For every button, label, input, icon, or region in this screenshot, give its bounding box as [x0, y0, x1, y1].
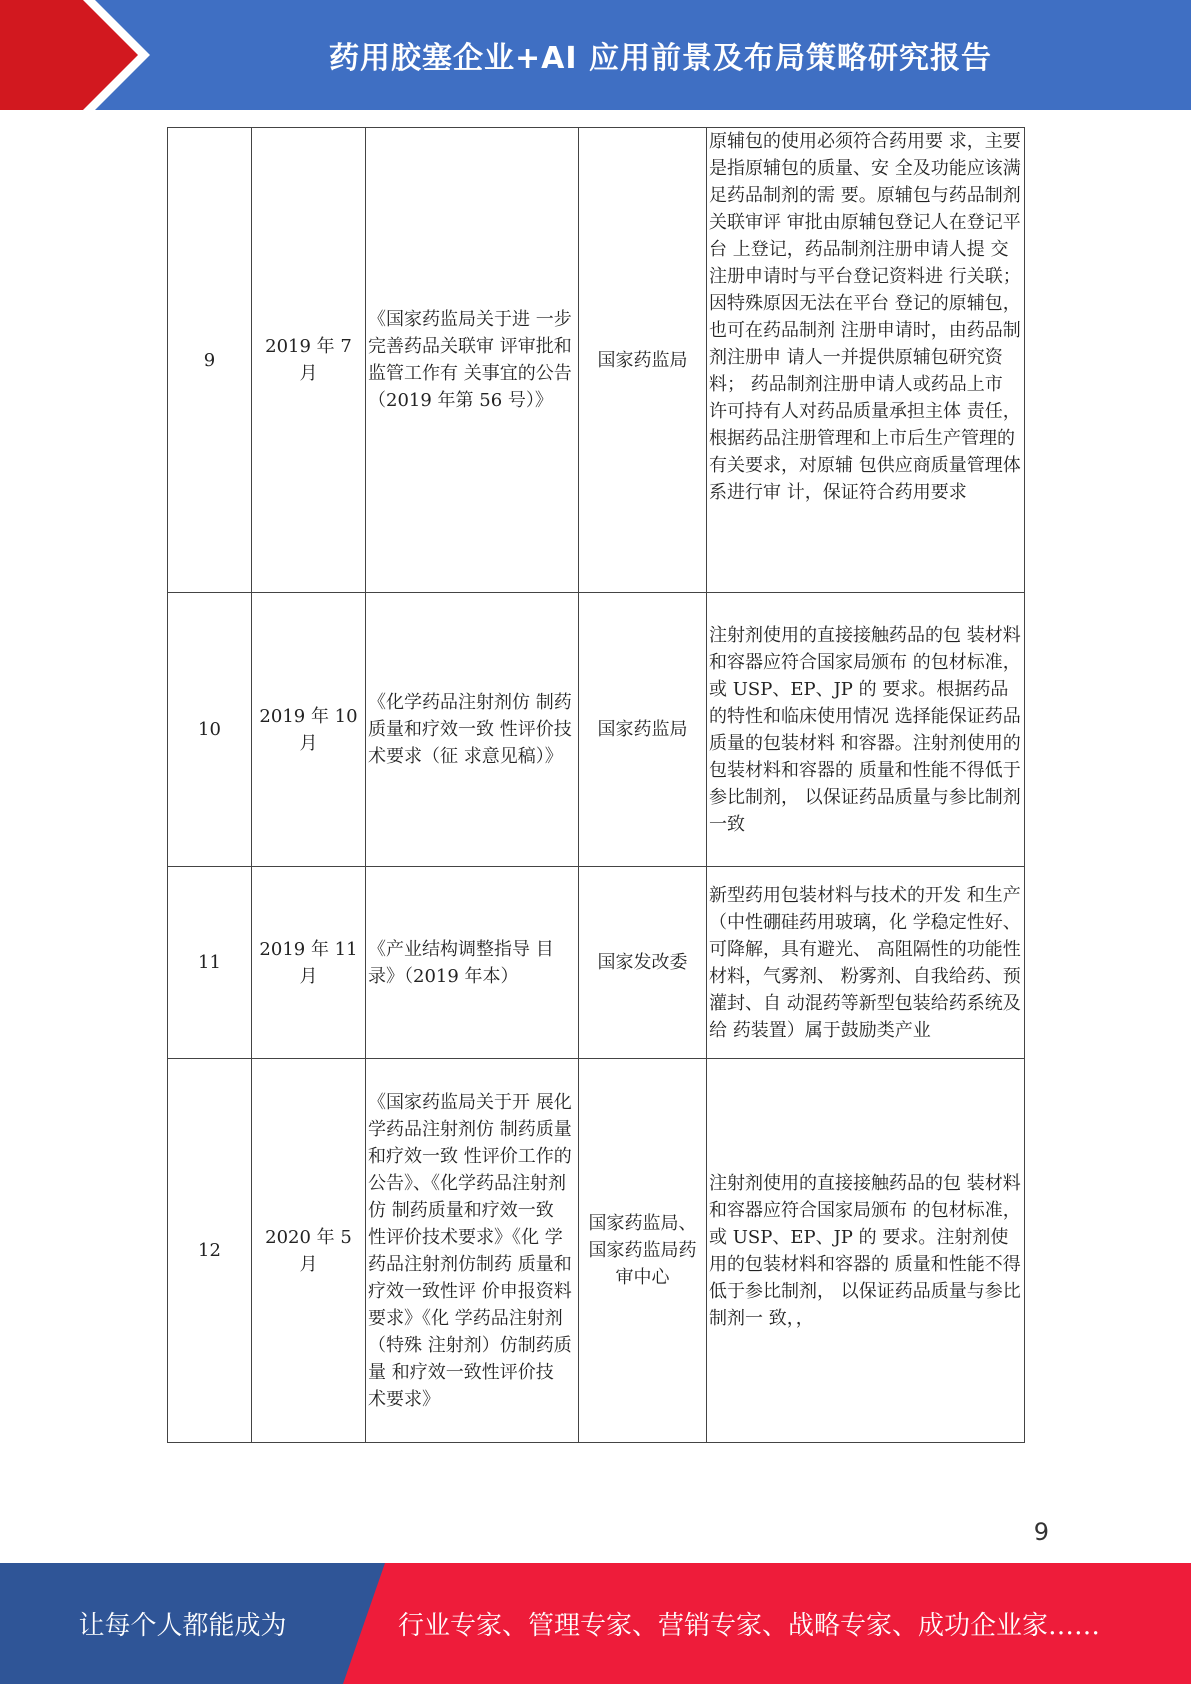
issuing-org: 国家药监局 [579, 128, 707, 593]
policy-document: 《化学药品注射剂仿 制药质量和疗效一致 性评价技术要求（征 求意见稿）》 [366, 593, 579, 867]
header-chevron-icon [0, 0, 138, 110]
issue-date: 2019 年 11 月 [252, 867, 366, 1059]
table-row [168, 128, 1025, 593]
policy-document: 《国家药监局关于开 展化学药品注射剂仿 制药质量和疗效一致 性评价工作的公告》、《化学药品注射剂仿 制药质量和疗效一致 性评价技术要求》《化 学药品注射剂仿制药 质量和疗效一致性评 价申报资料要求》《化 学药品注射剂（特殊 注射剂）仿制药质量 和疗效一致性评价技 术要求》 [366, 1059, 579, 1443]
policy-document: 《产业结构调整指导 目录》（2019 年本） [366, 867, 579, 1059]
table-row [168, 1059, 1025, 1443]
footer-slogan-right: 行业专家、管理专家、营销专家、战略专家、成功企业家…… [398, 1611, 1101, 1641]
page-footer [0, 1563, 1191, 1684]
table-row [168, 867, 1025, 1059]
policy-content: 新型药用包装材料与技术的开发 和生产（中性硼硅药用玻璃，化 学稳定性好、可降解，具有避光、 高阻隔性的功能性材料，气雾剂、 粉雾剂、自我给药、预灌封、自 动混药等新型包装给药系统及给 药装置）属于鼓励类产业 [707, 867, 1025, 1059]
issue-date: 2020 年 5 月 [252, 1059, 366, 1443]
issue-date: 2019 年 7 月 [252, 128, 366, 593]
policy-content: 注射剂使用的直接接触药品的包 装材料和容器应符合国家局颁布 的包材标准，或 USP、EP、JP 的 要求。注射剂使用的包装材料和容器的 质量和性能不得低于参比制剂， 以保证药品质量与参比制剂一 致，， [707, 1059, 1025, 1443]
row-number: 12 [168, 1059, 252, 1443]
row-number: 10 [168, 593, 252, 867]
row-number: 11 [168, 867, 252, 1059]
issuing-org: 国家药监局 [579, 593, 707, 867]
policy-content: 原辅包的使用必须符合药用要 求，主要是指原辅包的质量、安 全及功能应该满足药品制剂的需 要。原辅包与药品制剂关联审评 审批由原辅包登记人在登记平台 上登记，药品制剂注册申请人提 交注册申请时与平台登记资料进 行关联；因特殊原因无法在平台 登记的原辅包，也可在药品制剂 注册申请时，由药品制剂注册申 请人一并提供原辅包研究资料； 药品制剂注册申请人或药品上市 许可持有人对药品质量承担主体 责任，根据药品注册管理和上市后生产管理的有关要求，对原辅 包供应商质量管理体系进行审 计，保证符合药用要求 [707, 128, 1025, 593]
page-number: 9 [1033, 1518, 1049, 1546]
issuing-org: 国家药监局、国家药监局药审中心 [579, 1059, 707, 1443]
issuing-org: 国家发改委 [579, 867, 707, 1059]
policy-content: 注射剂使用的直接接触药品的包 装材料和容器应符合国家局颁布 的包材标准，或 USP、EP、JP 的 要求。根据药品的特性和临床使用情况 选择能保证药品质量的包装材料 和容器。注射剂使用的包装材料和容器的 质量和性能不得低于参比制剂， 以保证药品质量与参比制剂一致 [707, 593, 1025, 867]
row-number: 9 [168, 128, 252, 593]
issue-date: 2019 年 10 月 [252, 593, 366, 867]
table-row [168, 593, 1025, 867]
page-header [0, 0, 1191, 110]
footer-slogan-left: 让每个人都能成为 [78, 1611, 287, 1641]
policy-table [167, 127, 1025, 1443]
policy-document: 《国家药监局关于进 一步完善药品关联审 评审批和监管工作有 关事宜的公告（2019 年第 56 号）》 [366, 128, 579, 593]
report-title: 药用胶塞企业+AI 应用前景及布局策略研究报告 [329, 41, 992, 76]
